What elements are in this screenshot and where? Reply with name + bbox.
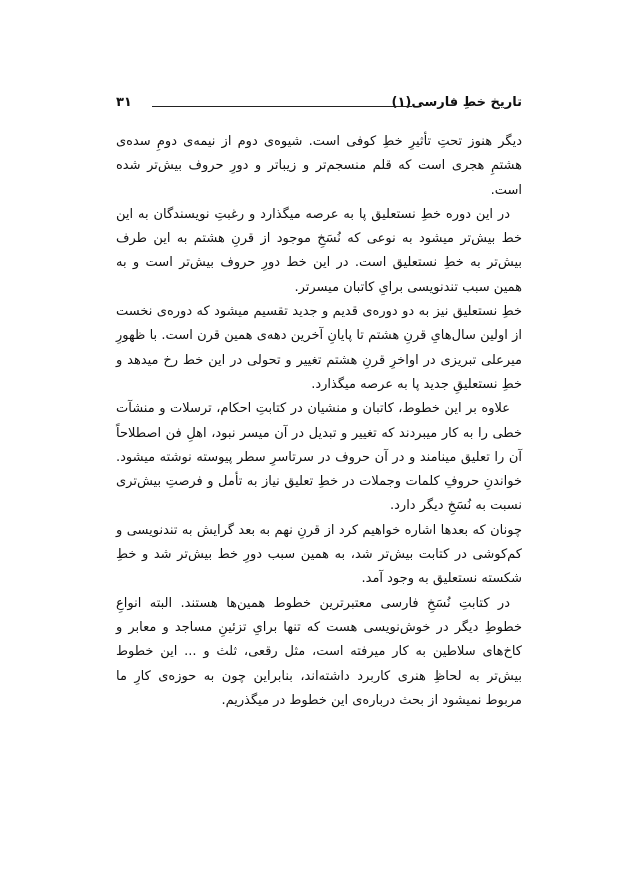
header-rule <box>152 106 412 107</box>
body-text <box>116 130 522 713</box>
paragraph: در کتابتِ نُسَخِ فارسی معتبرترین خطوط همین‌ها هستند. البته انواعِ خطوطِ دیگر در خوش‌نویسی هست که تنها برایِ تزئینِ مساجد و معابر و کاخ‌های سلاطین به کار میرفته است، مثل رقعی، ثلث و ... این خطوط بیش‌تر به لحاظِ هنری کاربرد داشته‌اند، بنابراین چون به حوزه‌ی کارِ ما مربوط نمیشود از بحث درباره‌ی این خطوط در میگذریم. <box>116 595 522 708</box>
paragraph: خطِ نستعلیق نیز به دو دوره‌ی قدیم و جدید تقسیم میشود که دوره‌ی نخست از اولین سال‌هایِ قرنِ هشتم تا پایانِ آخرین دهه‌ی همین قرن است. با ظهورِ میرعلی تبریزی در اواخرِ قرنِ هشتم تغییر و تحولی در این خط رخ میدهد و خطِ نستعلیقِ جدید پا به عرصه میگذارد. <box>116 304 522 392</box>
paragraph: در این دوره خطِ نستعلیق پا به عرصه میگذارد و رغبتِ نویسندگان به این خط بیش‌تر میشود به نوعی که نُسَخِ موجود از قرنِ هشتم به این طرف بیش‌تر به خطِ نستعلیق است. در این خط دورِ حروف بیش‌تر است و به همین سبب تندنویسی برایِ کاتبان میسرتر. <box>116 206 522 295</box>
page-header <box>116 95 522 115</box>
paragraph: علاوه بر این خطوط، کاتبان و منشیان در کتابتِ احکام، ترسلات و منشآت خطی را به کار میبردند که تغییر و تبدیل در آن میسر نبود، اهلِ فن اصطلاحاً آن را تعلیق مینامند و در آن حروف در سرتاسرِ سطر پیوسته نوشته میشود. خواندنِ حروفِ کلمات وجملات در خطِ تعلیق نیاز به تأمل و فرصتِ بیش‌تری نسبت به نُسَخِ دیگر دارد. <box>116 401 522 514</box>
running-title: تاریخ خطِ فارسی(۱) <box>391 95 522 110</box>
paragraph: چونان که بعدها اشاره خواهیم کرد از قرنِ نهم به بعد گرایش به تندنویسی و کم‌کوشی در کتابت بیش‌تر شد، به همین سبب دورِ خط بیش‌تر شد و خطِ شکسته نستعلیق به وجود آمد. <box>116 522 522 587</box>
paragraph: دیگر هنوز تحتِ تأثیرِ خطِ کوفی است. شیوه‌ی دوم از نیمه‌ی دومِ سده‌ی هشتمِ هجری است که قلم منسجم‌تر و زیباتر و دورِ حروف بیش‌تر شده است. <box>116 134 522 198</box>
page-number: ۳۱ <box>116 95 132 110</box>
